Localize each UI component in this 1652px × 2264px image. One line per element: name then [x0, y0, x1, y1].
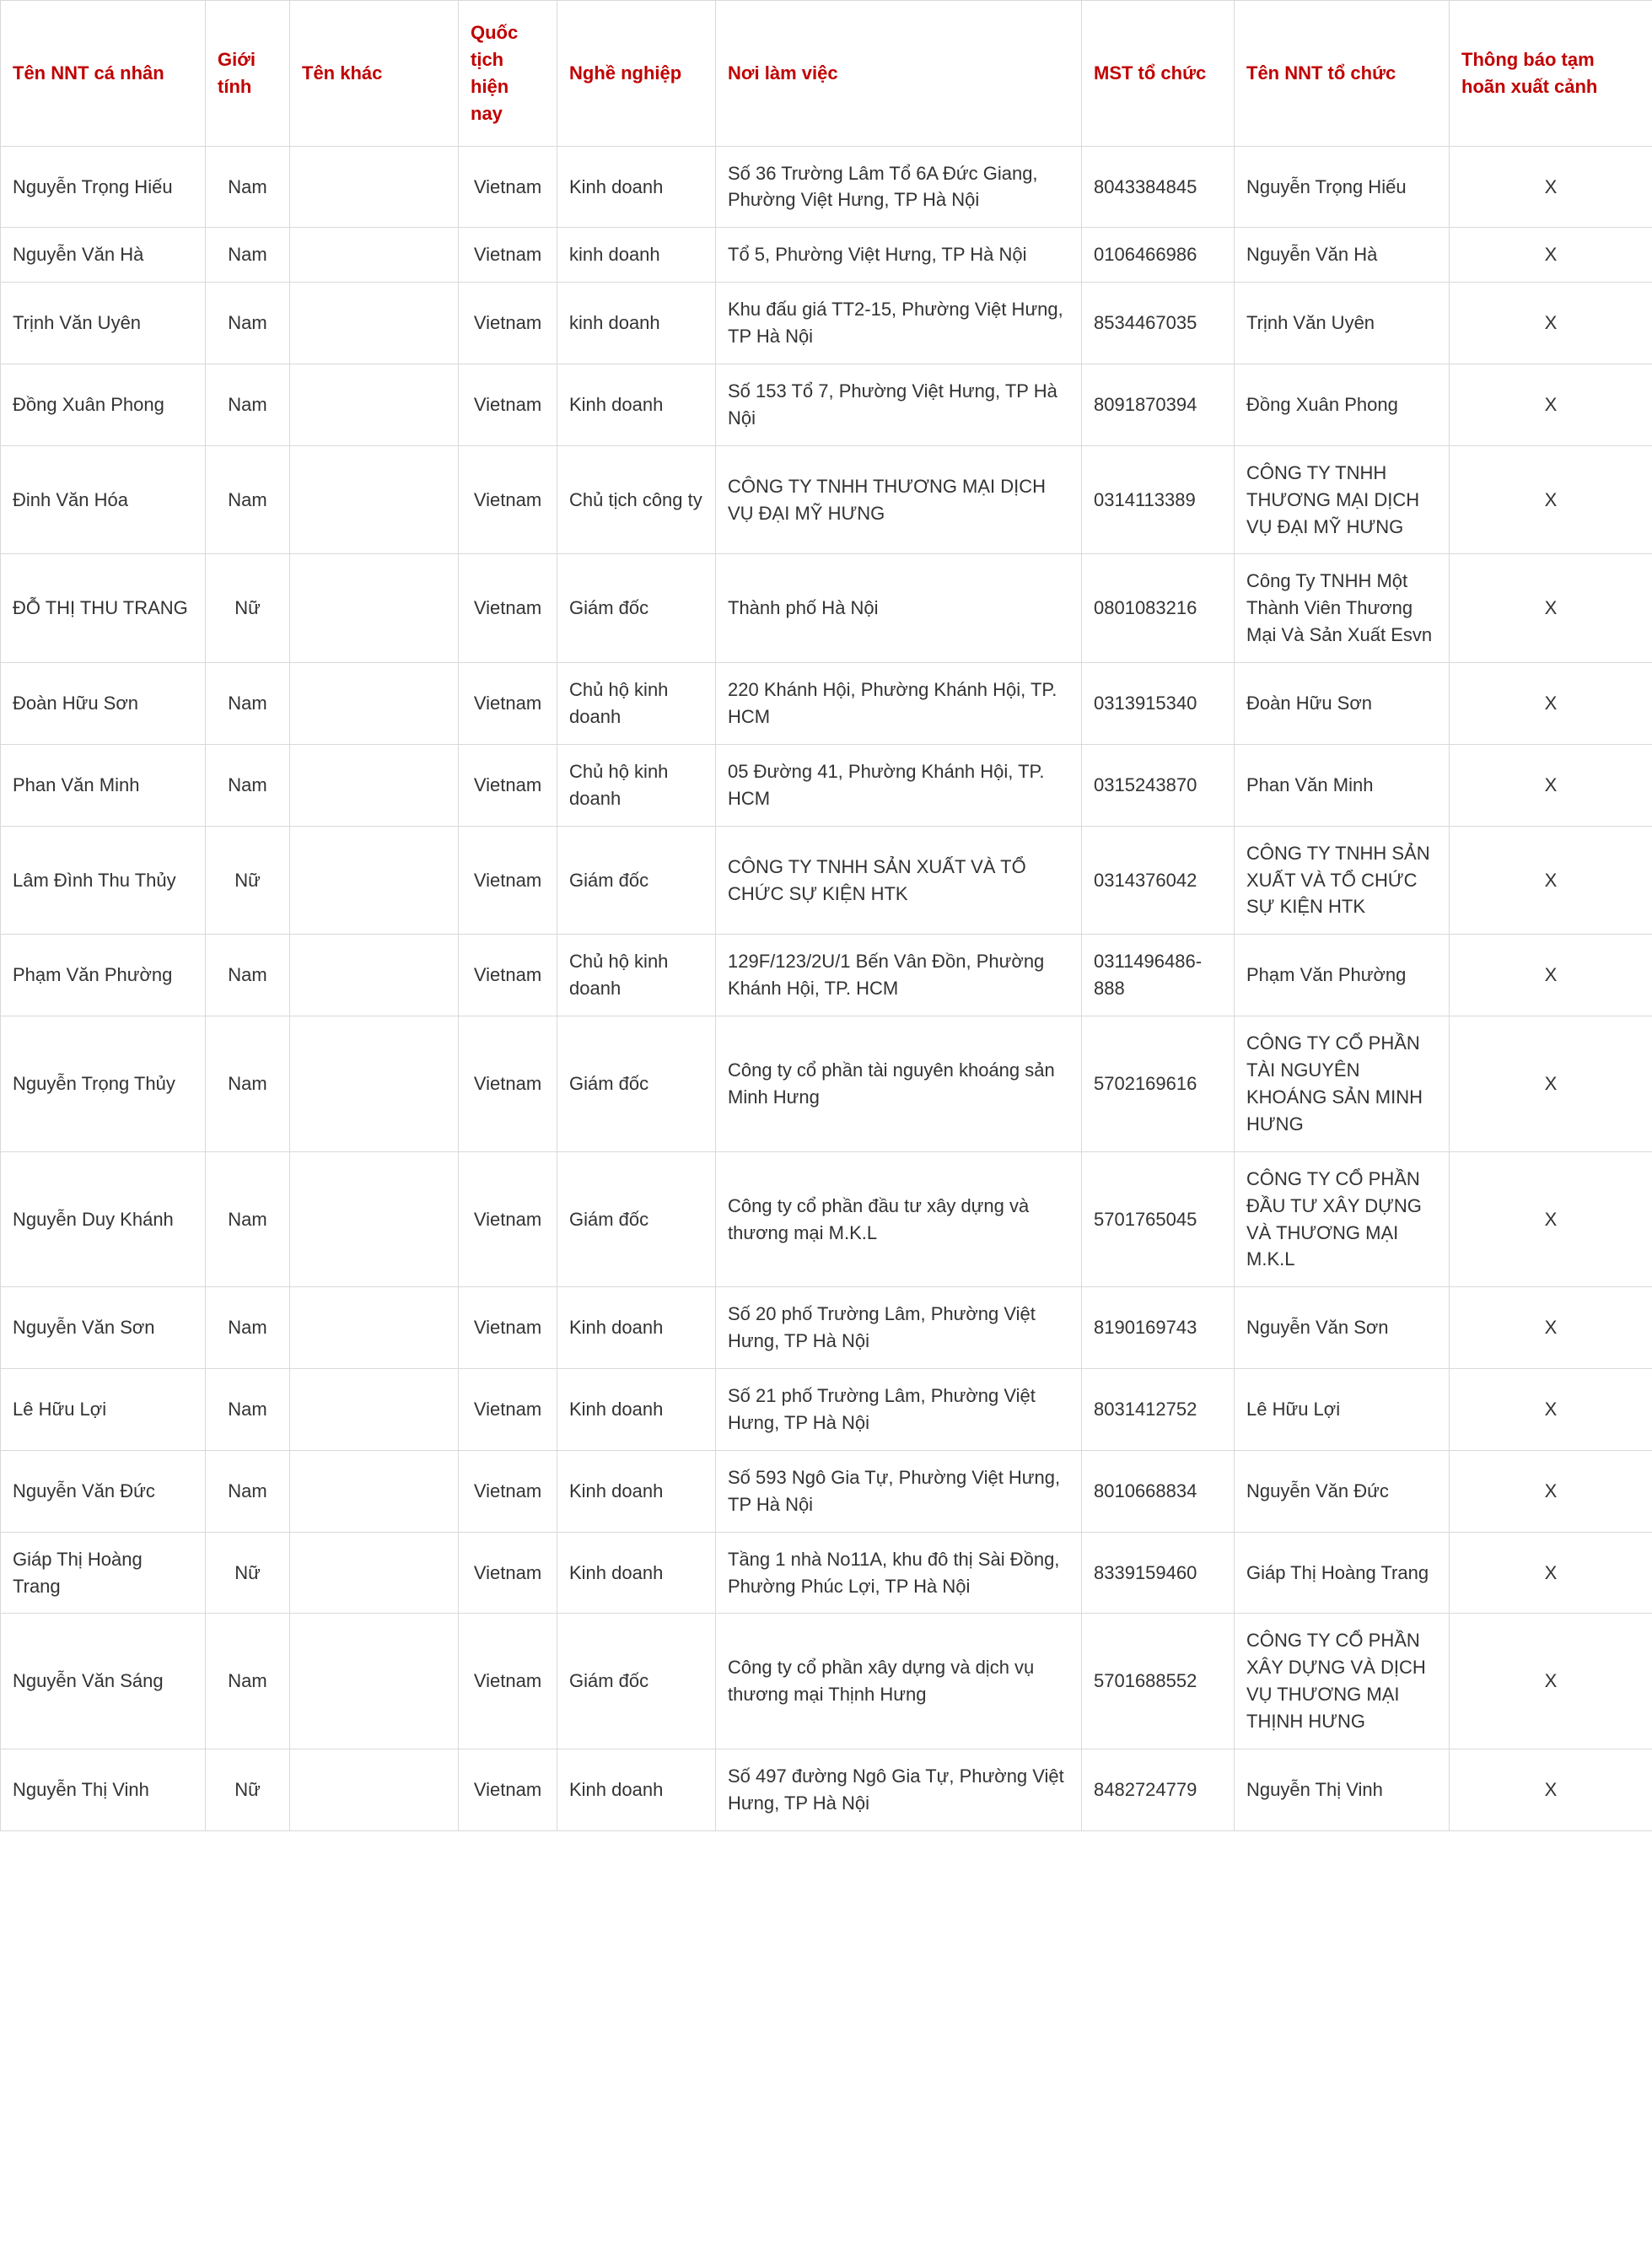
table-row	[1, 663, 1652, 745]
cell-ten-nnt-to-chuc: Đoàn Hữu Sơn	[1235, 663, 1450, 745]
cell-gioi-tinh: Nam	[206, 146, 290, 228]
cell-thong-bao: X	[1450, 1287, 1652, 1369]
col-header-ten-nnt-to-chuc: Tên NNT tổ chức	[1235, 1, 1450, 147]
cell-ten-khac	[290, 1614, 459, 1749]
cell-ten-khac	[290, 1016, 459, 1152]
cell-thong-bao: X	[1450, 663, 1652, 745]
cell-thong-bao: X	[1450, 1614, 1652, 1749]
cell-ten-nnt-to-chuc: Phan Văn Minh	[1235, 744, 1450, 826]
table-row	[1, 1450, 1652, 1532]
cell-ten-nnt-to-chuc: Nguyễn Văn Hà	[1235, 228, 1450, 283]
cell-thong-bao: X	[1450, 283, 1652, 364]
cell-gioi-tinh: Nam	[206, 935, 290, 1016]
cell-thong-bao: X	[1450, 1450, 1652, 1532]
cell-nghe-nghiep: Kinh doanh	[557, 1749, 716, 1830]
cell-mst: 8482724779	[1082, 1749, 1235, 1830]
cell-quoc-tich: Vietnam	[459, 1016, 557, 1152]
table-body	[1, 146, 1652, 1830]
cell-ten-khac	[290, 1532, 459, 1614]
cell-mst: 0801083216	[1082, 554, 1235, 663]
cell-ten-khac	[290, 1151, 459, 1287]
cell-quoc-tich: Vietnam	[459, 1532, 557, 1614]
cell-nghe-nghiep: Kinh doanh	[557, 1450, 716, 1532]
cell-nghe-nghiep: Giám đốc	[557, 554, 716, 663]
cell-noi-lam-viec: 220 Khánh Hội, Phường Khánh Hội, TP. HCM	[716, 663, 1082, 745]
cell-nghe-nghiep: Giám đốc	[557, 826, 716, 935]
cell-ten-khac	[290, 283, 459, 364]
cell-ten-nnt-to-chuc: Trịnh Văn Uyên	[1235, 283, 1450, 364]
cell-ten-khac	[290, 1450, 459, 1532]
cell-ten-nnt-ca-nhan: Nguyễn Văn Sơn	[1, 1287, 206, 1369]
cell-ten-nnt-ca-nhan: Giáp Thị Hoàng Trang	[1, 1532, 206, 1614]
cell-noi-lam-viec: Số 497 đường Ngô Gia Tự, Phường Việt Hưng, TP Hà Nội	[716, 1749, 1082, 1830]
cell-ten-khac	[290, 228, 459, 283]
table-row	[1, 1369, 1652, 1451]
col-header-nghe-nghiep: Nghề nghiệp	[557, 1, 716, 147]
cell-ten-khac	[290, 663, 459, 745]
cell-quoc-tich: Vietnam	[459, 445, 557, 554]
cell-ten-nnt-to-chuc: Nguyễn Văn Đức	[1235, 1450, 1450, 1532]
cell-ten-nnt-to-chuc: Công Ty TNHH Một Thành Viên Thương Mại Và Sản Xuất Esvn	[1235, 554, 1450, 663]
cell-gioi-tinh: Nam	[206, 228, 290, 283]
cell-ten-khac	[290, 935, 459, 1016]
table-row	[1, 283, 1652, 364]
col-header-quoc-tich: Quốc tịch hiện nay	[459, 1, 557, 147]
table-row	[1, 1614, 1652, 1749]
cell-noi-lam-viec: Số 20 phố Trường Lâm, Phường Việt Hưng, TP Hà Nội	[716, 1287, 1082, 1369]
cell-nghe-nghiep: Giám đốc	[557, 1614, 716, 1749]
cell-gioi-tinh: Nam	[206, 1287, 290, 1369]
cell-thong-bao: X	[1450, 1151, 1652, 1287]
table-header-row	[1, 1, 1652, 147]
cell-thong-bao: X	[1450, 1532, 1652, 1614]
cell-nghe-nghiep: Giám đốc	[557, 1016, 716, 1152]
col-header-ten-khac: Tên khác	[290, 1, 459, 147]
cell-noi-lam-viec: 05 Đường 41, Phường Khánh Hội, TP. HCM	[716, 744, 1082, 826]
cell-thong-bao: X	[1450, 826, 1652, 935]
cell-gioi-tinh: Nữ	[206, 1532, 290, 1614]
cell-gioi-tinh: Nữ	[206, 826, 290, 935]
cell-thong-bao: X	[1450, 146, 1652, 228]
table-row	[1, 146, 1652, 228]
cell-mst: 5702169616	[1082, 1016, 1235, 1152]
col-header-gioi-tinh: Giới tính	[206, 1, 290, 147]
table-row	[1, 744, 1652, 826]
cell-gioi-tinh: Nam	[206, 1369, 290, 1451]
cell-ten-khac	[290, 826, 459, 935]
cell-nghe-nghiep: Kinh doanh	[557, 1532, 716, 1614]
cell-gioi-tinh: Nam	[206, 283, 290, 364]
cell-ten-khac	[290, 554, 459, 663]
cell-ten-nnt-ca-nhan: Đoàn Hữu Sơn	[1, 663, 206, 745]
cell-thong-bao: X	[1450, 445, 1652, 554]
cell-ten-nnt-to-chuc: Phạm Văn Phường	[1235, 935, 1450, 1016]
cell-ten-nnt-to-chuc: Giáp Thị Hoàng Trang	[1235, 1532, 1450, 1614]
table-header	[1, 1, 1652, 147]
cell-nghe-nghiep: kinh doanh	[557, 228, 716, 283]
cell-mst: 5701765045	[1082, 1151, 1235, 1287]
cell-nghe-nghiep: Chủ hộ kinh doanh	[557, 663, 716, 745]
cell-noi-lam-viec: Công ty cổ phần tài nguyên khoáng sản Minh Hưng	[716, 1016, 1082, 1152]
table-row	[1, 228, 1652, 283]
cell-ten-nnt-to-chuc: CÔNG TY TNHH SẢN XUẤT VÀ TỔ CHỨC SỰ KIỆN HTK	[1235, 826, 1450, 935]
cell-mst: 0313915340	[1082, 663, 1235, 745]
table-row	[1, 445, 1652, 554]
cell-mst: 0314376042	[1082, 826, 1235, 935]
cell-ten-nnt-ca-nhan: Trịnh Văn Uyên	[1, 283, 206, 364]
cell-nghe-nghiep: Kinh doanh	[557, 1287, 716, 1369]
cell-ten-nnt-ca-nhan: Nguyễn Văn Sáng	[1, 1614, 206, 1749]
cell-nghe-nghiep: Chủ hộ kinh doanh	[557, 935, 716, 1016]
cell-gioi-tinh: Nam	[206, 364, 290, 446]
cell-nghe-nghiep: Chủ tịch công ty	[557, 445, 716, 554]
cell-ten-nnt-ca-nhan: Lê Hữu Lợi	[1, 1369, 206, 1451]
table-row	[1, 364, 1652, 446]
cell-gioi-tinh: Nữ	[206, 1749, 290, 1830]
cell-ten-nnt-to-chuc: Nguyễn Văn Sơn	[1235, 1287, 1450, 1369]
cell-nghe-nghiep: kinh doanh	[557, 283, 716, 364]
table-row	[1, 554, 1652, 663]
cell-thong-bao: X	[1450, 554, 1652, 663]
cell-mst: 8091870394	[1082, 364, 1235, 446]
cell-nghe-nghiep: Kinh doanh	[557, 364, 716, 446]
cell-noi-lam-viec: Tầng 1 nhà No11A, khu đô thị Sài Đồng, Phường Phúc Lợi, TP Hà Nội	[716, 1532, 1082, 1614]
cell-mst: 8010668834	[1082, 1450, 1235, 1532]
cell-noi-lam-viec: Tổ 5, Phường Việt Hưng, TP Hà Nội	[716, 228, 1082, 283]
cell-quoc-tich: Vietnam	[459, 146, 557, 228]
cell-quoc-tich: Vietnam	[459, 364, 557, 446]
cell-quoc-tich: Vietnam	[459, 1614, 557, 1749]
table-row	[1, 1749, 1652, 1830]
cell-quoc-tich: Vietnam	[459, 1369, 557, 1451]
cell-thong-bao: X	[1450, 364, 1652, 446]
cell-gioi-tinh: Nam	[206, 1450, 290, 1532]
cell-ten-nnt-to-chuc: Nguyễn Trọng Hiếu	[1235, 146, 1450, 228]
cell-ten-nnt-ca-nhan: Nguyễn Duy Khánh	[1, 1151, 206, 1287]
cell-mst: 8339159460	[1082, 1532, 1235, 1614]
cell-ten-nnt-ca-nhan: Phan Văn Minh	[1, 744, 206, 826]
cell-ten-khac	[290, 744, 459, 826]
cell-noi-lam-viec: Khu đấu giá TT2-15, Phường Việt Hưng, TP Hà Nội	[716, 283, 1082, 364]
col-header-noi-lam-viec: Nơi làm việc	[716, 1, 1082, 147]
cell-noi-lam-viec: Số 36 Trường Lâm Tổ 6A Đức Giang, Phường Việt Hưng, TP Hà Nội	[716, 146, 1082, 228]
cell-noi-lam-viec: CÔNG TY TNHH SẢN XUẤT VÀ TỔ CHỨC SỰ KIỆN HTK	[716, 826, 1082, 935]
cell-thong-bao: X	[1450, 744, 1652, 826]
cell-ten-nnt-to-chuc: CÔNG TY CỔ PHẦN ĐẦU TƯ XÂY DỰNG VÀ THƯƠNG MẠI M.K.L	[1235, 1151, 1450, 1287]
cell-mst: 0314113389	[1082, 445, 1235, 554]
cell-mst: 0315243870	[1082, 744, 1235, 826]
cell-gioi-tinh: Nam	[206, 1614, 290, 1749]
cell-noi-lam-viec: Công ty cổ phần đầu tư xây dựng và thương mại M.K.L	[716, 1151, 1082, 1287]
cell-mst: 8534467035	[1082, 283, 1235, 364]
cell-gioi-tinh: Nam	[206, 663, 290, 745]
cell-quoc-tich: Vietnam	[459, 1287, 557, 1369]
cell-ten-khac	[290, 146, 459, 228]
cell-ten-nnt-to-chuc: Đồng Xuân Phong	[1235, 364, 1450, 446]
cell-ten-nnt-ca-nhan: Nguyễn Trọng Hiếu	[1, 146, 206, 228]
cell-quoc-tich: Vietnam	[459, 935, 557, 1016]
cell-quoc-tich: Vietnam	[459, 663, 557, 745]
cell-mst: 8031412752	[1082, 1369, 1235, 1451]
cell-mst: 5701688552	[1082, 1614, 1235, 1749]
cell-nghe-nghiep: Kinh doanh	[557, 1369, 716, 1451]
cell-ten-nnt-to-chuc: Nguyễn Thị Vinh	[1235, 1749, 1450, 1830]
cell-quoc-tich: Vietnam	[459, 1749, 557, 1830]
cell-gioi-tinh: Nam	[206, 1151, 290, 1287]
cell-ten-khac	[290, 1369, 459, 1451]
cell-thong-bao: X	[1450, 228, 1652, 283]
cell-quoc-tich: Vietnam	[459, 1450, 557, 1532]
cell-nghe-nghiep: Kinh doanh	[557, 146, 716, 228]
cell-gioi-tinh: Nam	[206, 1016, 290, 1152]
cell-noi-lam-viec: Số 21 phố Trường Lâm, Phường Việt Hưng, TP Hà Nội	[716, 1369, 1082, 1451]
col-header-mst: MST tổ chức	[1082, 1, 1235, 147]
cell-mst: 0106466986	[1082, 228, 1235, 283]
cell-ten-nnt-ca-nhan: Nguyễn Văn Đức	[1, 1450, 206, 1532]
cell-gioi-tinh: Nữ	[206, 554, 290, 663]
cell-ten-nnt-to-chuc: CÔNG TY CỔ PHẦN XÂY DỰNG VÀ DỊCH VỤ THƯƠNG MẠI THỊNH HƯNG	[1235, 1614, 1450, 1749]
cell-gioi-tinh: Nam	[206, 445, 290, 554]
cell-thong-bao: X	[1450, 1369, 1652, 1451]
col-header-thong-bao: Thông báo tạm hoãn xuất cảnh	[1450, 1, 1652, 147]
cell-mst: 8190169743	[1082, 1287, 1235, 1369]
table-row	[1, 1532, 1652, 1614]
cell-thong-bao: X	[1450, 1016, 1652, 1152]
cell-nghe-nghiep: Chủ hộ kinh doanh	[557, 744, 716, 826]
cell-noi-lam-viec: Công ty cổ phần xây dựng và dịch vụ thương mại Thịnh Hưng	[716, 1614, 1082, 1749]
cell-quoc-tich: Vietnam	[459, 826, 557, 935]
cell-quoc-tich: Vietnam	[459, 283, 557, 364]
cell-ten-nnt-ca-nhan: Lâm Đình Thu Thủy	[1, 826, 206, 935]
cell-noi-lam-viec: Thành phố Hà Nội	[716, 554, 1082, 663]
cell-ten-nnt-to-chuc: Lê Hữu Lợi	[1235, 1369, 1450, 1451]
table-row	[1, 935, 1652, 1016]
col-header-ten-nnt-ca-nhan: Tên NNT cá nhân	[1, 1, 206, 147]
cell-nghe-nghiep: Giám đốc	[557, 1151, 716, 1287]
cell-noi-lam-viec: Số 593 Ngô Gia Tự, Phường Việt Hưng, TP Hà Nội	[716, 1450, 1082, 1532]
cell-ten-nnt-ca-nhan: Phạm Văn Phường	[1, 935, 206, 1016]
cell-noi-lam-viec: 129F/123/2U/1 Bến Vân Đồn, Phường Khánh Hội, TP. HCM	[716, 935, 1082, 1016]
table-row	[1, 826, 1652, 935]
cell-quoc-tich: Vietnam	[459, 744, 557, 826]
cell-ten-nnt-ca-nhan: Nguyễn Thị Vinh	[1, 1749, 206, 1830]
cell-ten-khac	[290, 1287, 459, 1369]
cell-thong-bao: X	[1450, 935, 1652, 1016]
cell-ten-nnt-ca-nhan: Nguyễn Văn Hà	[1, 228, 206, 283]
table-row	[1, 1016, 1652, 1152]
cell-noi-lam-viec: Số 153 Tổ 7, Phường Việt Hưng, TP Hà Nội	[716, 364, 1082, 446]
table-row	[1, 1287, 1652, 1369]
cell-gioi-tinh: Nam	[206, 744, 290, 826]
cell-ten-nnt-ca-nhan: Nguyễn Trọng Thủy	[1, 1016, 206, 1152]
cell-noi-lam-viec: CÔNG TY TNHH THƯƠNG MẠI DỊCH VỤ ĐẠI MỸ HƯNG	[716, 445, 1082, 554]
cell-ten-nnt-to-chuc: CÔNG TY CỔ PHẦN TÀI NGUYÊN KHOÁNG SẢN MINH HƯNG	[1235, 1016, 1450, 1152]
cell-quoc-tich: Vietnam	[459, 228, 557, 283]
table-row	[1, 1151, 1652, 1287]
cell-ten-khac	[290, 445, 459, 554]
cell-thong-bao: X	[1450, 1749, 1652, 1830]
cell-ten-nnt-to-chuc: CÔNG TY TNHH THƯƠNG MẠI DỊCH VỤ ĐẠI MỸ HƯNG	[1235, 445, 1450, 554]
cell-ten-nnt-ca-nhan: Đinh Văn Hóa	[1, 445, 206, 554]
cell-mst: 8043384845	[1082, 146, 1235, 228]
cell-ten-nnt-ca-nhan: ĐỖ THỊ THU TRANG	[1, 554, 206, 663]
cell-ten-khac	[290, 1749, 459, 1830]
cell-ten-khac	[290, 364, 459, 446]
cell-quoc-tich: Vietnam	[459, 1151, 557, 1287]
cell-ten-nnt-ca-nhan: Đồng Xuân Phong	[1, 364, 206, 446]
cell-mst: 0311496486-888	[1082, 935, 1235, 1016]
cell-quoc-tich: Vietnam	[459, 554, 557, 663]
